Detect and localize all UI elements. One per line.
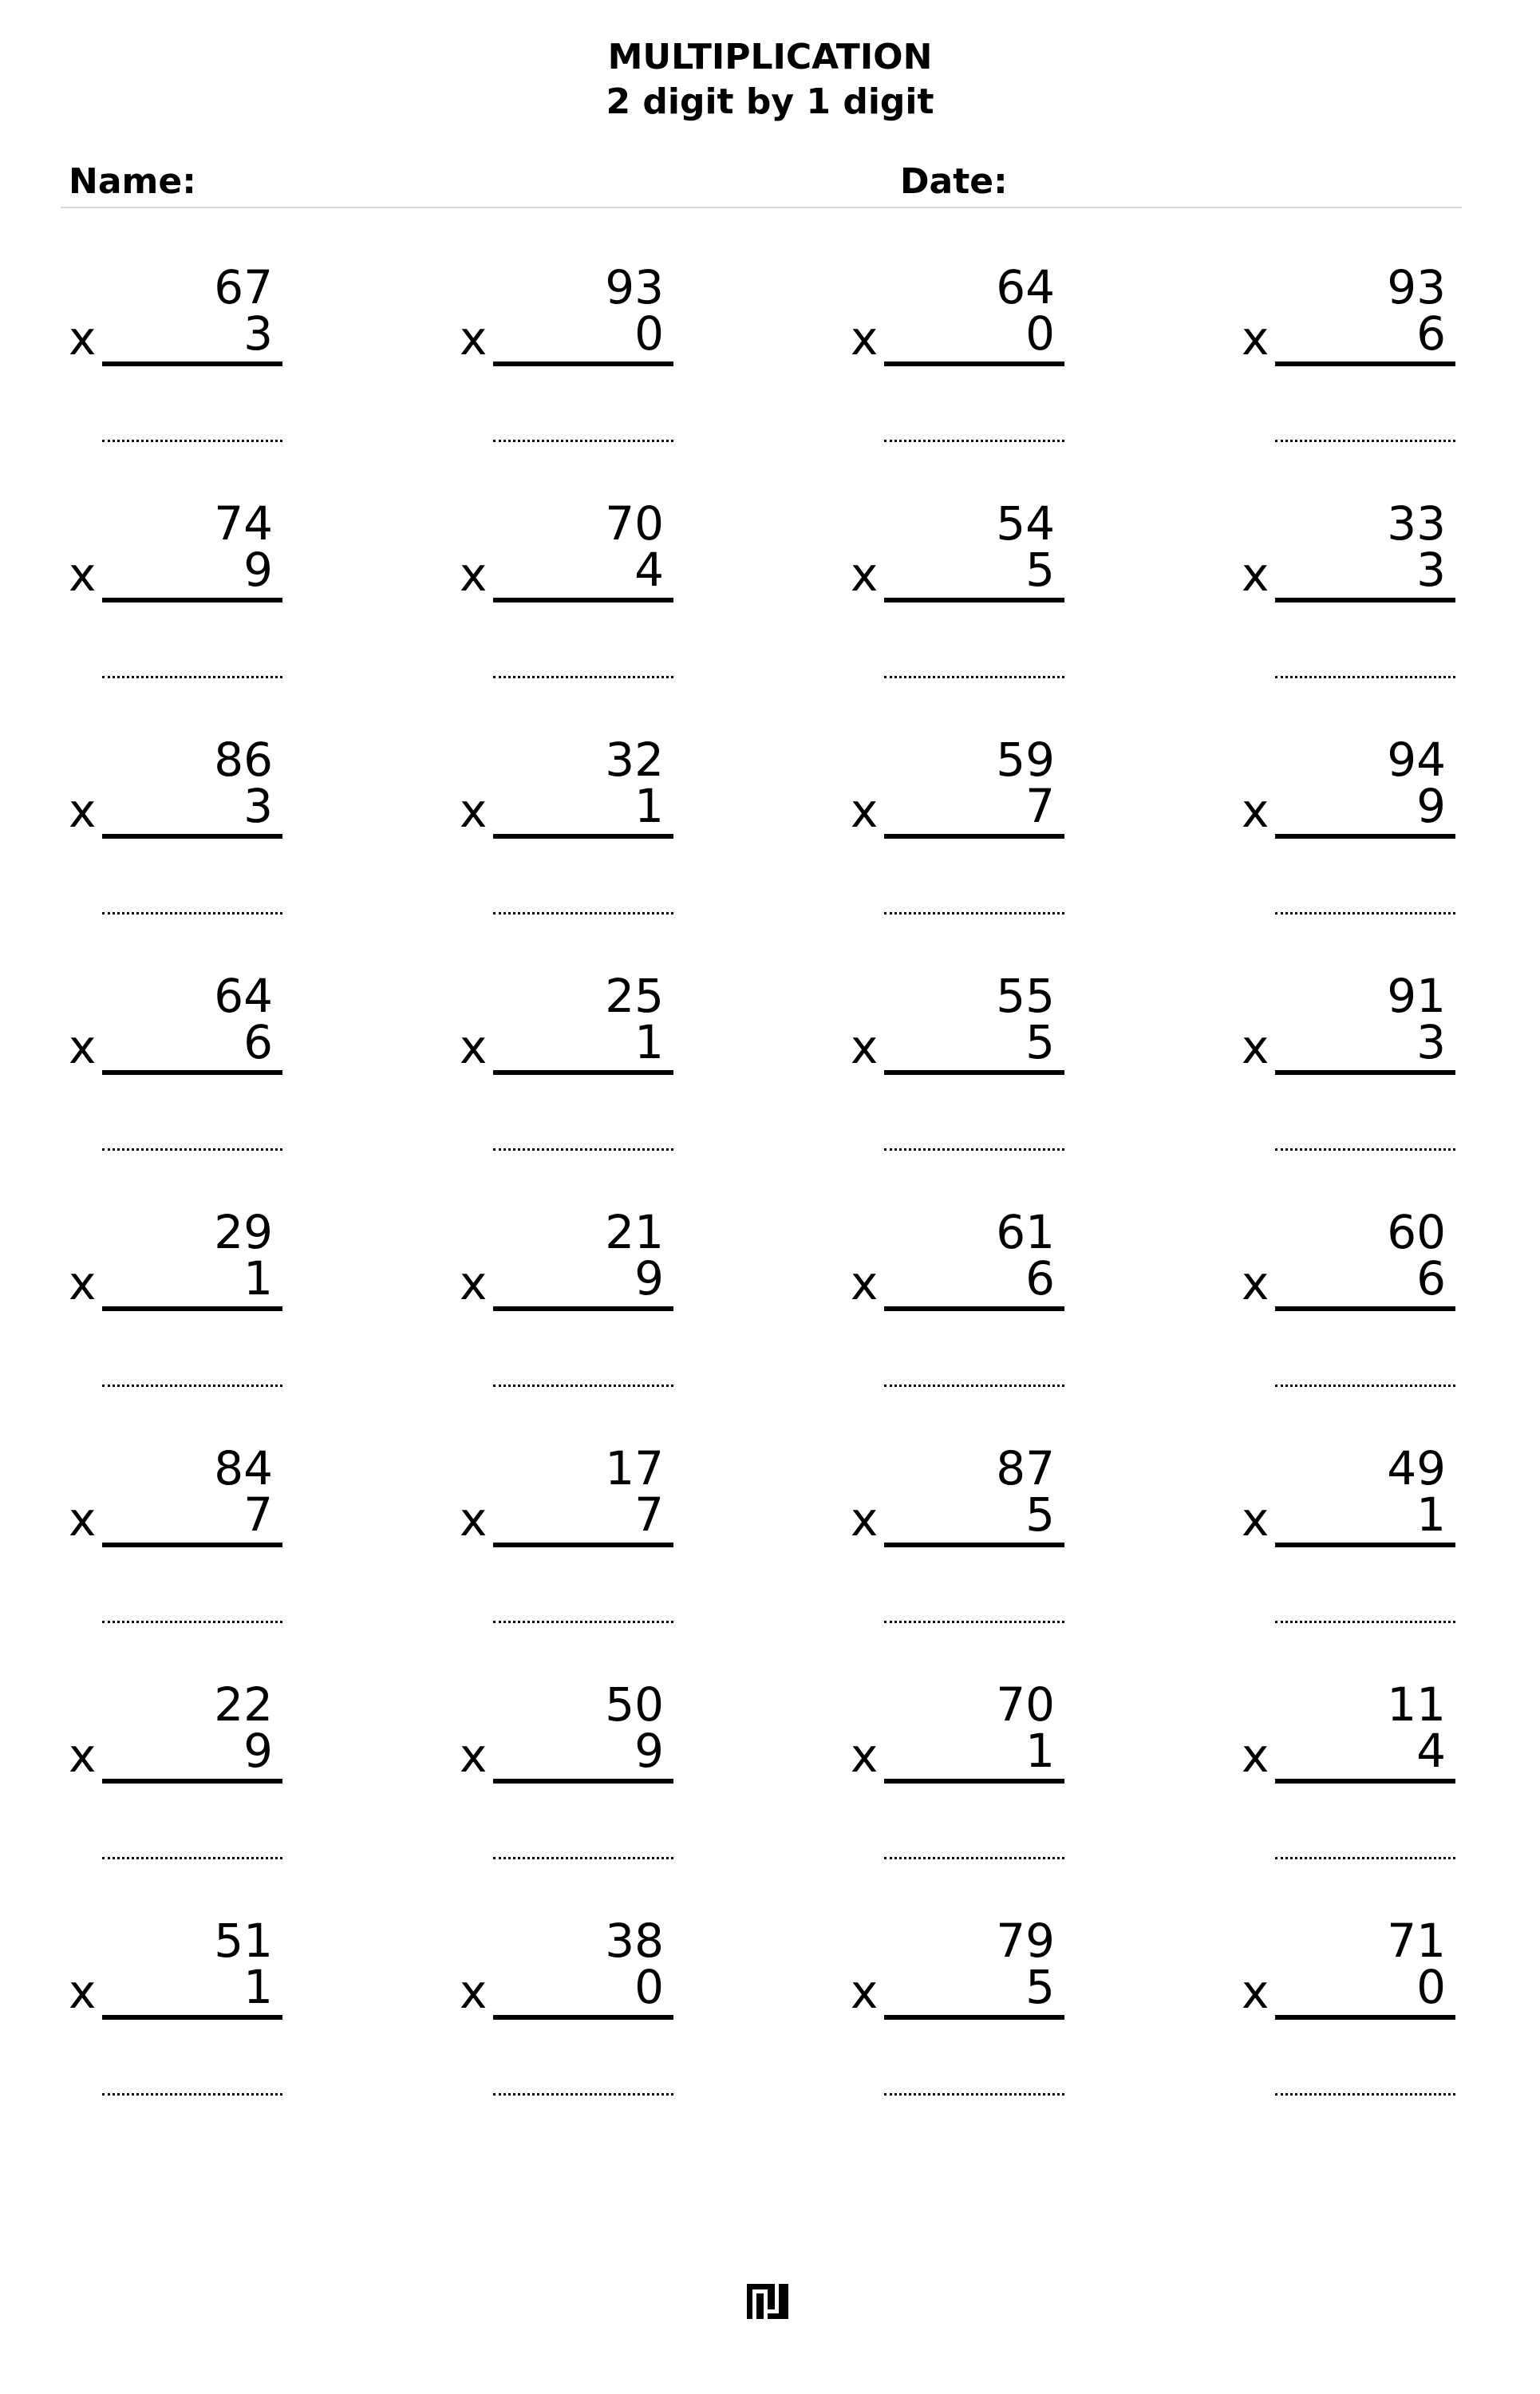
answer-line: [1275, 1148, 1455, 1151]
answer-line: [102, 1148, 282, 1151]
multiplication-problem: [460, 259, 675, 475]
multiplicand: 74: [214, 496, 273, 551]
answer-line: [884, 1857, 1064, 1859]
multiplier: 4: [1416, 1724, 1446, 1778]
problem-underline: [493, 1543, 673, 1547]
name-label: Name:: [69, 161, 196, 202]
multiplication-problem: [69, 732, 284, 947]
multiplication-problem: [69, 1677, 284, 1892]
multiplication-problem: [851, 1913, 1066, 2128]
multiplication-problem: [851, 1440, 1066, 1656]
multiplier: 0: [634, 306, 664, 361]
multiplication-problem: [460, 1913, 675, 2128]
answer-line: [1275, 1621, 1455, 1623]
problem-underline: [1275, 2015, 1455, 2020]
multiplicand: 64: [996, 260, 1055, 314]
multiplicand: 54: [996, 496, 1055, 551]
problem-underline: [884, 598, 1064, 602]
multiplier: 1: [243, 1960, 273, 2014]
multiplier: 6: [1416, 1251, 1446, 1306]
answer-line: [1275, 440, 1455, 442]
multiplicand: 51: [214, 1914, 273, 1968]
multiplicand: 50: [605, 1677, 664, 1732]
problem-underline: [1275, 834, 1455, 839]
worksheet-subtitle: 2 digit by 1 digit: [606, 81, 934, 122]
multiplication-problem: [1242, 1204, 1457, 1420]
multiplier: 0: [634, 1960, 664, 2014]
problem-underline: [493, 1779, 673, 1784]
problem-underline: [884, 361, 1064, 366]
multiplier: 5: [1025, 1960, 1055, 2014]
multiplicand: 32: [605, 733, 664, 787]
multiplier: 7: [634, 1487, 664, 1542]
multiply-sign: x: [1242, 1728, 1270, 1783]
answer-line: [884, 1621, 1064, 1623]
multiply-sign: x: [460, 1492, 488, 1547]
problem-underline: [102, 598, 282, 602]
multiplication-problem: [69, 968, 284, 1183]
answer-line: [493, 1385, 673, 1387]
multiply-sign: x: [69, 1965, 97, 2019]
answer-line: [1275, 1385, 1455, 1387]
multiplier: 9: [243, 1724, 273, 1778]
multiplicand: 33: [1387, 496, 1446, 551]
date-label: Date:: [900, 161, 1008, 202]
multiply-sign: x: [69, 547, 97, 602]
multiply-sign: x: [69, 1256, 97, 1310]
problem-underline: [884, 1779, 1064, 1784]
multiplication-problem: [69, 496, 284, 711]
answer-line: [102, 676, 282, 678]
answer-line: [102, 2093, 282, 2096]
multiplication-problem: [851, 732, 1066, 947]
multiply-sign: x: [460, 784, 488, 838]
header-divider: [61, 207, 1462, 208]
multiplication-problem: [460, 496, 675, 711]
multiplicand: 60: [1387, 1205, 1446, 1259]
multiplicand: 38: [605, 1914, 664, 1968]
multiplicand: 59: [996, 733, 1055, 787]
multiplicand: 17: [605, 1441, 664, 1495]
multiply-sign: x: [851, 1256, 879, 1310]
answer-line: [493, 912, 673, 915]
answer-line: [493, 2093, 673, 2096]
multiplicand: 93: [1387, 260, 1446, 314]
multiplicand: 11: [1387, 1677, 1446, 1732]
problem-underline: [493, 834, 673, 839]
answer-line: [1275, 1857, 1455, 1859]
multiplier: 1: [634, 1015, 664, 1069]
multiplier: 1: [1025, 1724, 1055, 1778]
multiply-sign: x: [69, 311, 97, 365]
multiplier: 4: [634, 543, 664, 597]
problem-underline: [884, 1306, 1064, 1311]
multiplier: 9: [1416, 779, 1446, 833]
multiply-sign: x: [851, 1728, 879, 1783]
problem-underline: [493, 2015, 673, 2020]
multiplicand: 22: [214, 1677, 273, 1732]
math-worksheet-logo-icon: [747, 2284, 788, 2319]
problem-underline: [102, 361, 282, 366]
multiplicand: 29: [214, 1205, 273, 1259]
multiply-sign: x: [851, 1492, 879, 1547]
multiplier: 6: [1025, 1251, 1055, 1306]
multiply-sign: x: [460, 547, 488, 602]
problem-underline: [102, 2015, 282, 2020]
multiplicand: 61: [996, 1205, 1055, 1259]
answer-line: [884, 1148, 1064, 1151]
multiplication-problem: [460, 1440, 675, 1656]
multiplicand: 55: [996, 969, 1055, 1023]
multiplier: 9: [634, 1724, 664, 1778]
multiplicand: 87: [996, 1441, 1055, 1495]
answer-line: [884, 2093, 1064, 2096]
answer-line: [102, 1385, 282, 1387]
multiply-sign: x: [851, 1020, 879, 1074]
multiplicand: 94: [1387, 733, 1446, 787]
multiplier: 0: [1025, 306, 1055, 361]
multiplication-problem: [851, 1677, 1066, 1892]
answer-line: [1275, 676, 1455, 678]
multiplicand: 91: [1387, 969, 1446, 1023]
multiplier: 7: [1025, 779, 1055, 833]
multiplier: 1: [243, 1251, 273, 1306]
problem-underline: [493, 1306, 673, 1311]
multiplier: 1: [1416, 1487, 1446, 1542]
multiply-sign: x: [851, 311, 879, 365]
answer-line: [884, 676, 1064, 678]
multiply-sign: x: [1242, 1965, 1270, 2019]
multiply-sign: x: [460, 1965, 488, 2019]
multiplier: 7: [243, 1487, 273, 1542]
problem-underline: [1275, 1779, 1455, 1784]
worksheet-title: MULTIPLICATION: [607, 37, 933, 77]
multiplicand: 21: [605, 1205, 664, 1259]
problem-underline: [493, 361, 673, 366]
multiplication-problem: [69, 1204, 284, 1420]
multiplicand: 49: [1387, 1441, 1446, 1495]
multiply-sign: x: [1242, 1020, 1270, 1074]
answer-line: [493, 1621, 673, 1623]
multiply-sign: x: [851, 784, 879, 838]
answer-line: [102, 440, 282, 442]
multiplicand: 86: [214, 733, 273, 787]
multiplicand: 64: [214, 969, 273, 1023]
answer-line: [102, 1857, 282, 1859]
multiplication-problem: [1242, 1913, 1457, 2128]
answer-line: [884, 912, 1064, 915]
multiplication-problem: [69, 1913, 284, 2128]
multiply-sign: x: [69, 1728, 97, 1783]
multiplication-problem: [851, 1204, 1066, 1420]
problem-underline: [102, 1779, 282, 1784]
multiply-sign: x: [460, 311, 488, 365]
answer-line: [102, 1621, 282, 1623]
problem-underline: [493, 598, 673, 602]
multiplier: 6: [1416, 306, 1446, 361]
answer-line: [102, 912, 282, 915]
multiplication-problem: [1242, 1440, 1457, 1656]
problem-underline: [1275, 1070, 1455, 1075]
multiplication-problem: [1242, 968, 1457, 1183]
multiplicand: 93: [605, 260, 664, 314]
multiplier: 9: [243, 543, 273, 597]
multiplicand: 67: [214, 260, 273, 314]
multiplicand: 70: [996, 1677, 1055, 1732]
answer-line: [493, 440, 673, 442]
multiplier: 3: [243, 779, 273, 833]
multiplication-problem: [851, 968, 1066, 1183]
problem-underline: [102, 1306, 282, 1311]
problem-underline: [884, 834, 1064, 839]
problem-underline: [1275, 1306, 1455, 1311]
problem-underline: [884, 1543, 1064, 1547]
multiplication-problem: [851, 259, 1066, 475]
multiplier: 9: [634, 1251, 664, 1306]
problem-underline: [1275, 598, 1455, 602]
multiplier: 3: [1416, 1015, 1446, 1069]
multiplication-problem: [1242, 1677, 1457, 1892]
multiply-sign: x: [460, 1020, 488, 1074]
answer-line: [493, 1857, 673, 1859]
multiplier: 5: [1025, 1487, 1055, 1542]
multiplicand: 79: [996, 1914, 1055, 1968]
multiplier: 6: [243, 1015, 273, 1069]
multiplication-problem: [1242, 732, 1457, 947]
multiply-sign: x: [851, 547, 879, 602]
multiplier: 3: [243, 306, 273, 361]
multiply-sign: x: [460, 1256, 488, 1310]
multiply-sign: x: [69, 1492, 97, 1547]
multiply-sign: x: [1242, 784, 1270, 838]
problem-underline: [102, 1543, 282, 1547]
multiplication-problem: [69, 259, 284, 475]
multiplier: 1: [634, 779, 664, 833]
answer-line: [493, 1148, 673, 1151]
multiplication-problem: [460, 732, 675, 947]
multiplicand: 25: [605, 969, 664, 1023]
problem-underline: [1275, 361, 1455, 366]
multiply-sign: x: [851, 1965, 879, 2019]
multiplier: 5: [1025, 543, 1055, 597]
multiply-sign: x: [1242, 547, 1270, 602]
multiply-sign: x: [1242, 311, 1270, 365]
multiplier: 5: [1025, 1015, 1055, 1069]
multiplicand: 71: [1387, 1914, 1446, 1968]
problem-underline: [884, 1070, 1064, 1075]
multiply-sign: x: [460, 1728, 488, 1783]
multiplier: 0: [1416, 1960, 1446, 2014]
answer-line: [493, 676, 673, 678]
answer-line: [1275, 912, 1455, 915]
multiply-sign: x: [69, 784, 97, 838]
problem-underline: [1275, 1543, 1455, 1547]
multiply-sign: x: [1242, 1492, 1270, 1547]
answer-line: [884, 1385, 1064, 1387]
problem-underline: [102, 834, 282, 839]
problem-underline: [884, 2015, 1064, 2020]
multiply-sign: x: [69, 1020, 97, 1074]
multiplication-problem: [460, 1204, 675, 1420]
multiplication-problem: [1242, 259, 1457, 475]
multiply-sign: x: [1242, 1256, 1270, 1310]
multiplication-problem: [460, 1677, 675, 1892]
problem-underline: [493, 1070, 673, 1075]
multiplication-problem: [460, 968, 675, 1183]
problem-underline: [102, 1070, 282, 1075]
multiplicand: 84: [214, 1441, 273, 1495]
multiplication-problem: [1242, 496, 1457, 711]
multiplier: 3: [1416, 543, 1446, 597]
multiplication-problem: [851, 496, 1066, 711]
answer-line: [1275, 2093, 1455, 2096]
multiplication-problem: [69, 1440, 284, 1656]
multiplicand: 70: [605, 496, 664, 551]
answer-line: [884, 440, 1064, 442]
